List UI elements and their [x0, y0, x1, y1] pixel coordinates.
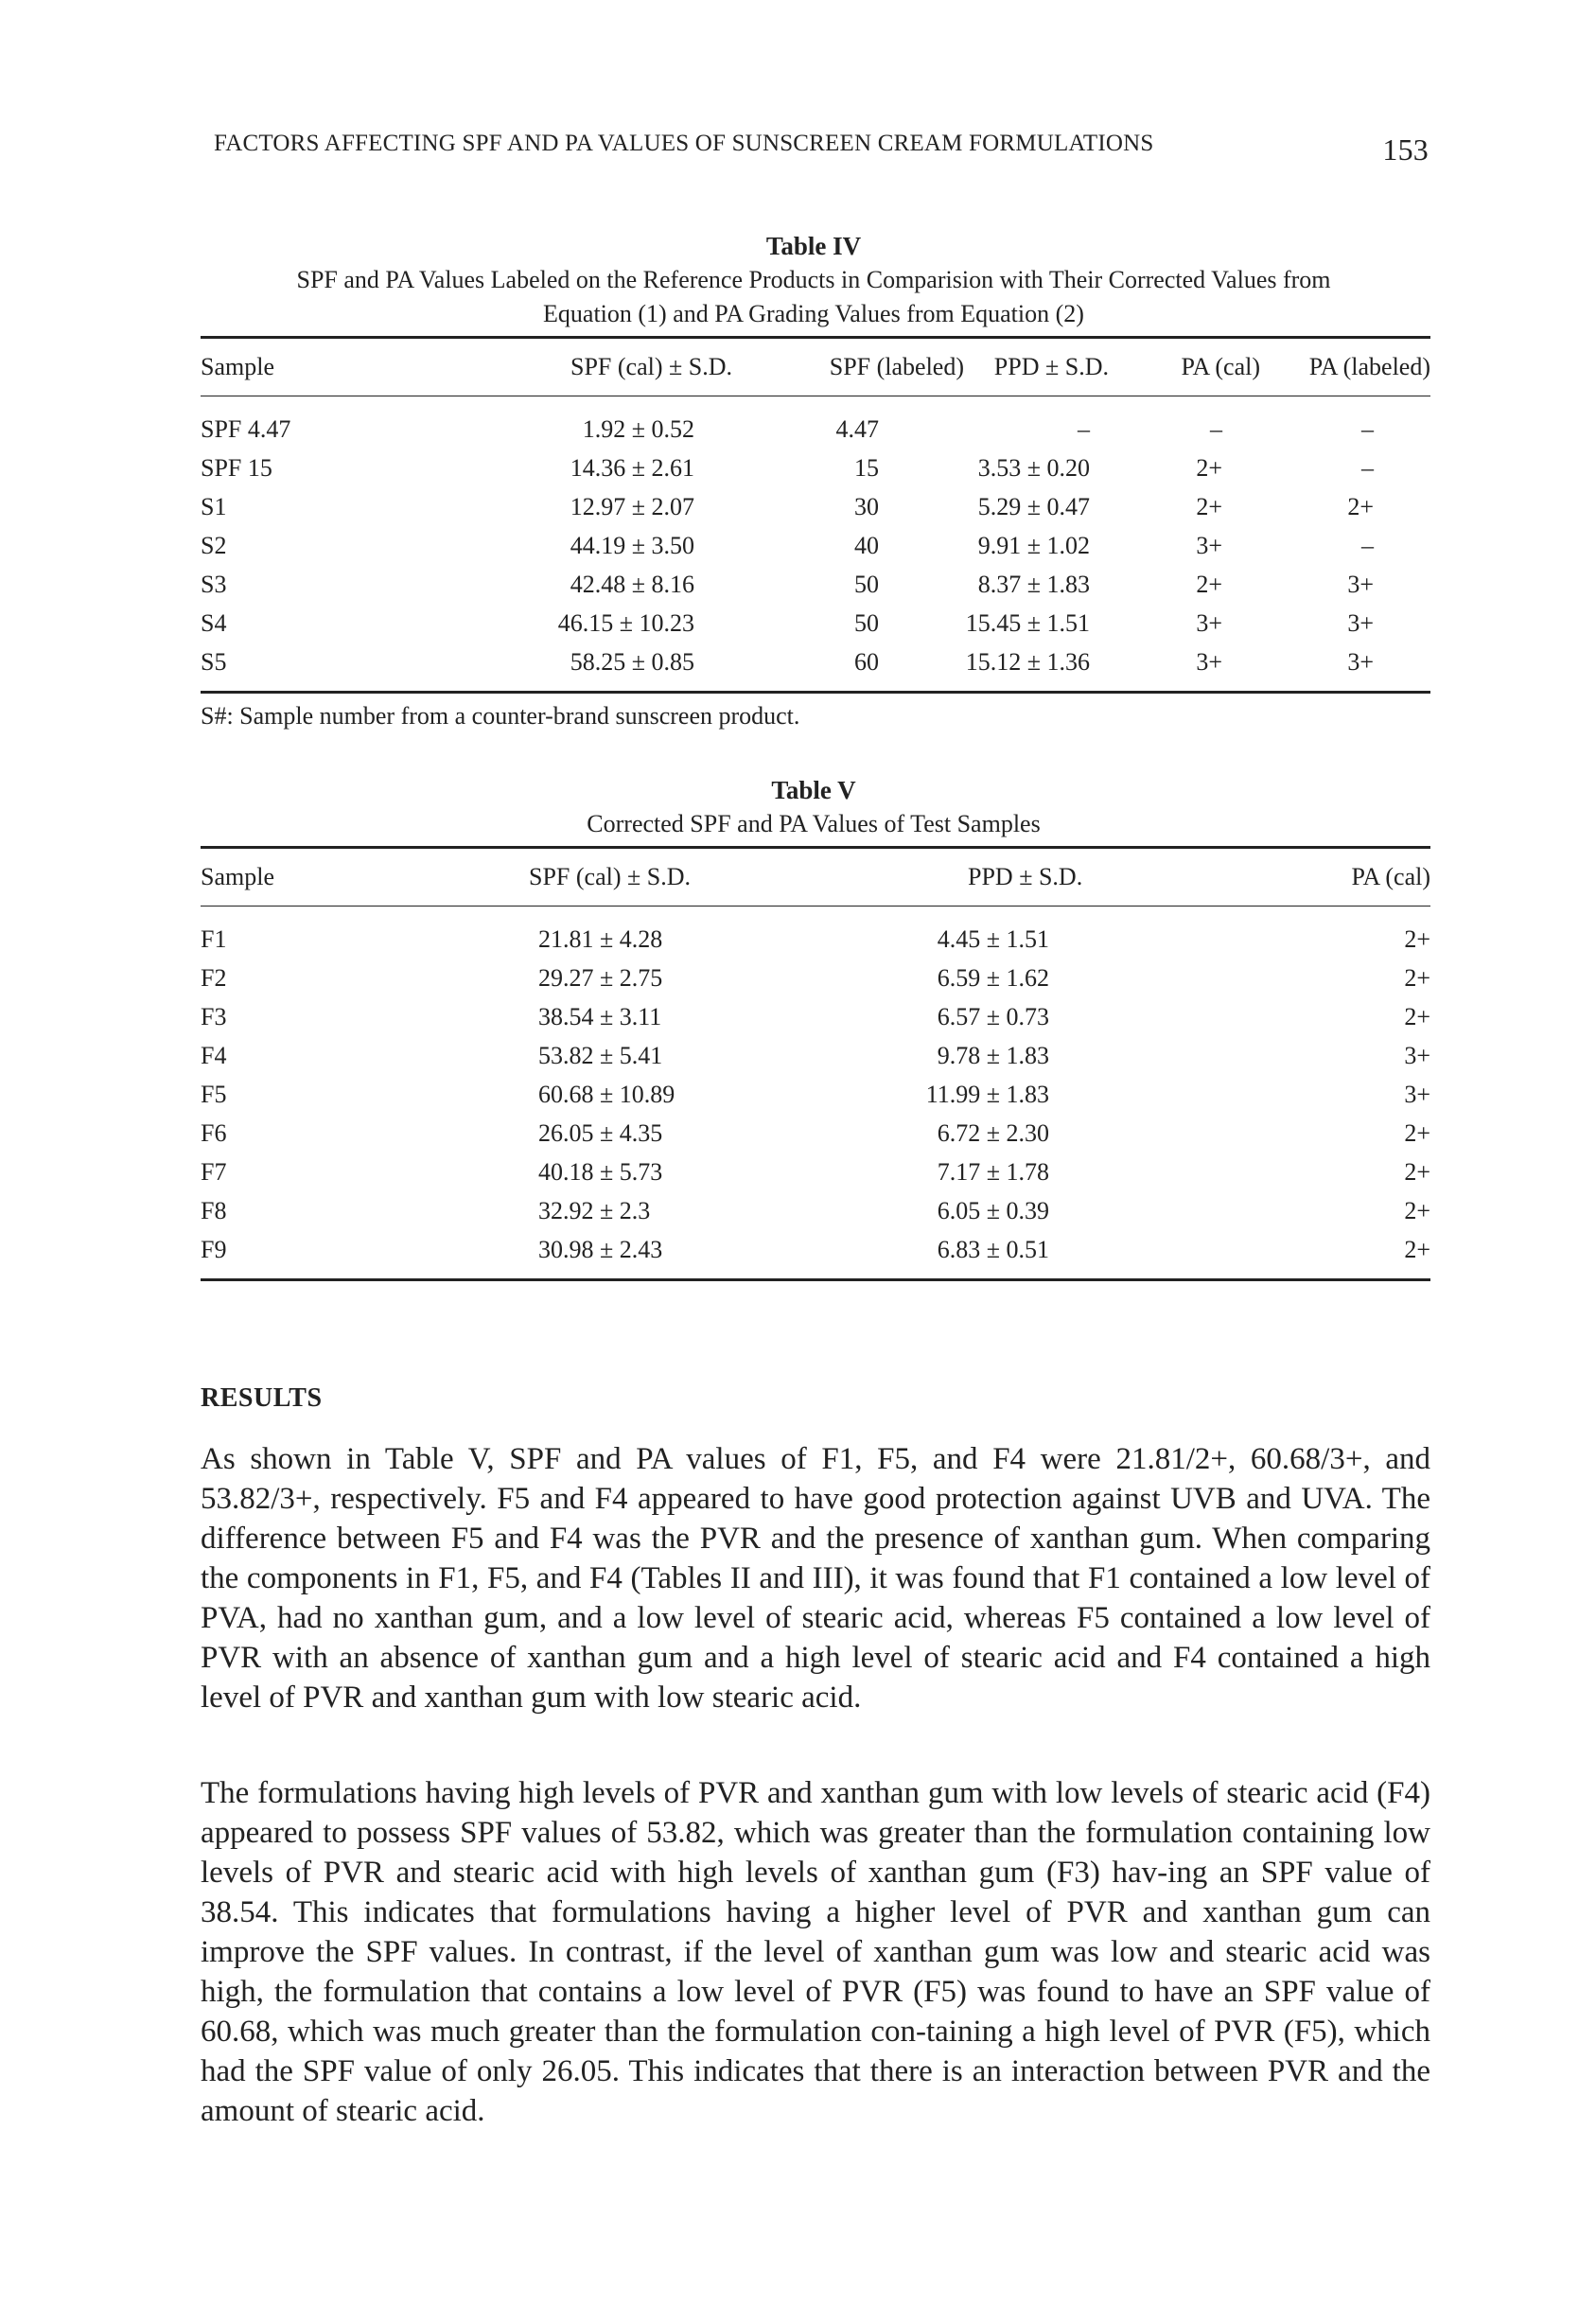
table-cell: 2+ [1196, 492, 1222, 520]
table4-caption-line1: SPF and PA Values Labeled on the Reference Products in Comparision with Their Corrected Values from [296, 266, 1331, 293]
table4-caption [199, 229, 1429, 331]
table-header-row [201, 848, 1430, 907]
table-cell: 1.92 ± 0.52 [582, 414, 694, 443]
table-cell: 6.83 ± 0.51 [937, 1235, 1049, 1263]
table-row [201, 997, 1430, 1036]
table-cell: 2+ [1196, 453, 1222, 482]
table-row [201, 1075, 1430, 1114]
table-cell: 29.27 ± 2.75 [538, 963, 663, 992]
table4-footnote: S#: Sample number from a counter-brand sunscreen product. [201, 702, 800, 730]
table-cell: 30.98 ± 2.43 [538, 1235, 663, 1263]
table5-label: Table V [771, 776, 856, 804]
table-cell: 30 [854, 492, 879, 520]
table-cell: S2 [201, 531, 227, 559]
table-cell: 44.19 ± 3.50 [570, 531, 694, 559]
column-header: SPF (cal) ± S.D. [529, 863, 692, 890]
table-cell: 12.97 ± 2.07 [570, 492, 694, 520]
table-row [201, 1153, 1430, 1191]
table-cell: F3 [201, 1002, 227, 1030]
table-cell: 2+ [1196, 570, 1222, 598]
table-cell: 4.47 [835, 414, 879, 443]
table-cell: 3+ [1347, 647, 1374, 676]
results-paragraph-1: As shown in Table V, SPF and PA values of F1, F5, and F4 were 21.81/2+, 60.68/3+, and 53.82/3+, respectively. F5 and F4 appeared to have good protection against UVB and UVA. The difference between F5 and F4 was the PVR and the presence of xanthan gum. When comparing the components in F1, F5, and F4 (Tables II and III), it was found that F1 contained a low level of PVA, had no xanthan gum, and a low level of stearic acid, whereas F5 contained a low level of PVR with an absence of xanthan gum and a high level of stearic acid and F4 contained a high level of PVR and xanthan gum with low stearic acid. [201, 1442, 1430, 1715]
table-cell: – [1361, 414, 1374, 443]
table-row [201, 907, 1430, 959]
table-cell: 50 [854, 570, 879, 598]
table-cell: F4 [201, 1041, 227, 1069]
table-cell: 3+ [1404, 1080, 1430, 1108]
column-header: PA (cal) [1351, 863, 1430, 890]
table-row [201, 1036, 1430, 1075]
table4-label: Table IV [765, 232, 862, 260]
table-cell: 2+ [1404, 1002, 1430, 1030]
table-row [201, 1114, 1430, 1153]
table-cell: S3 [201, 570, 227, 598]
table-cell: 60 [854, 647, 879, 676]
table5 [201, 846, 1430, 1281]
table-cell: 2+ [1404, 1157, 1430, 1186]
table-cell: 42.48 ± 8.16 [570, 570, 694, 598]
table-cell: 60.68 ± 10.89 [538, 1080, 675, 1108]
table-cell: 8.37 ± 1.83 [977, 570, 1090, 598]
table-cell: 53.82 ± 5.41 [538, 1041, 663, 1069]
column-header: PA (labeled) [1308, 353, 1430, 380]
table-cell: 2+ [1404, 1235, 1430, 1263]
column-header: PPD ± S.D. [993, 353, 1109, 380]
table-cell: 5.29 ± 0.47 [977, 492, 1090, 520]
table-cell: 21.81 ± 4.28 [538, 924, 663, 953]
running-title: FACTORS AFFECTING SPF AND PA VALUES OF SUNSCREEN CREAM FORMULATIONS [214, 131, 1154, 156]
table-cell: S5 [201, 647, 227, 676]
table-cell: 3+ [1404, 1041, 1430, 1069]
table-cell: – [1078, 414, 1090, 443]
table-cell: 40.18 ± 5.73 [538, 1157, 663, 1186]
table-row [201, 396, 1430, 449]
table-cell: 3+ [1196, 531, 1222, 559]
table-cell: 46.15 ± 10.23 [557, 608, 694, 637]
table-row [201, 959, 1430, 997]
table-cell: 3+ [1347, 608, 1374, 637]
table-cell: F7 [201, 1157, 227, 1186]
table-cell: 3+ [1347, 570, 1374, 598]
table-cell: SPF 15 [201, 453, 272, 482]
running-header [214, 131, 1429, 167]
table-cell: 6.57 ± 0.73 [937, 1002, 1049, 1030]
table-cell: 4.45 ± 1.51 [937, 924, 1049, 953]
column-header: Sample [201, 353, 274, 380]
table-row [201, 526, 1430, 565]
table-cell: 26.05 ± 4.35 [538, 1118, 663, 1147]
table-row [201, 1191, 1430, 1230]
table-cell: F1 [201, 924, 227, 953]
table-cell: 32.92 ± 2.3 [538, 1196, 651, 1224]
table-row [201, 643, 1430, 693]
table-cell: 9.78 ± 1.83 [937, 1041, 1049, 1069]
table-cell: 6.59 ± 1.62 [937, 963, 1049, 992]
table-header-row [201, 338, 1430, 396]
table-cell: 15.45 ± 1.51 [965, 608, 1090, 637]
column-header: Sample [201, 863, 274, 890]
table5-caption [199, 773, 1429, 841]
table-cell: F8 [201, 1196, 227, 1224]
table-row [201, 487, 1430, 526]
table-cell: 7.17 ± 1.78 [937, 1157, 1049, 1186]
table-cell: S4 [201, 608, 227, 637]
table-row [201, 1230, 1430, 1280]
table-cell: 40 [854, 531, 879, 559]
table-cell: 6.05 ± 0.39 [937, 1196, 1049, 1224]
column-header: SPF (cal) ± S.D. [570, 353, 732, 380]
table-cell: – [1361, 453, 1374, 482]
table-cell: 3+ [1196, 608, 1222, 637]
table-cell: 2+ [1404, 924, 1430, 953]
table-cell: SPF 4.47 [201, 414, 291, 443]
table-cell: – [1361, 531, 1374, 559]
table-cell: 9.91 ± 1.02 [977, 531, 1090, 559]
table-cell: 11.99 ± 1.83 [925, 1080, 1049, 1108]
results-paragraph-2: The formulations having high levels of PVR and xanthan gum with low levels of stearic acid (F4) appeared to possess SPF values of 53.82, which was greater than the formulation containing low levels of PVR and stearic acid with high levels of xanthan gum (F3) hav-ing an SPF value of 38.54. This indicates that formulations having a higher level of PVR and xanthan gum can improve the SPF values. In contrast, if the level of xanthan gum was low and stearic acid was high, the formulation that contains a low level of PVR (F5) was found to have an SPF value of 60.68, which was much greater than the formulation con-taining a high level of PVR (F5), which had the SPF value of only 26.05. This indicates that there is an interaction between PVR and the amount of stearic acid. [201, 1776, 1430, 2128]
table-row [201, 565, 1430, 604]
table-cell: 3.53 ± 0.20 [977, 453, 1090, 482]
table-row [201, 449, 1430, 487]
table-cell: 58.25 ± 0.85 [570, 647, 694, 676]
table-cell: 2+ [1404, 1196, 1430, 1224]
table-cell: S1 [201, 492, 227, 520]
column-header: PA (cal) [1181, 353, 1260, 380]
table4-caption-line2: Equation (1) and PA Grading Values from Equation (2) [543, 300, 1084, 327]
table-cell: F2 [201, 963, 227, 992]
column-header: PPD ± S.D. [968, 863, 1083, 890]
table-cell: 3+ [1196, 647, 1222, 676]
table-cell: F6 [201, 1118, 227, 1147]
table-cell: F5 [201, 1080, 227, 1108]
results-heading: RESULTS [201, 1383, 323, 1413]
table-row [201, 604, 1430, 643]
table-cell: – [1210, 414, 1222, 443]
table-cell: 15 [854, 453, 879, 482]
table-cell: 15.12 ± 1.36 [965, 647, 1090, 676]
table-cell: 38.54 ± 3.11 [538, 1002, 662, 1030]
table-cell: 14.36 ± 2.61 [570, 453, 694, 482]
column-header: SPF (labeled) [829, 353, 964, 380]
table4 [201, 336, 1430, 694]
table-cell: 2+ [1404, 963, 1430, 992]
table5-caption-text: Corrected SPF and PA Values of Test Samples [587, 810, 1041, 837]
table-cell: 6.72 ± 2.30 [937, 1118, 1049, 1147]
table-cell: 50 [854, 608, 879, 637]
page-number: 153 [1382, 132, 1429, 167]
table-cell: 2+ [1404, 1118, 1430, 1147]
table-cell: F9 [201, 1235, 227, 1263]
table-cell: 2+ [1347, 492, 1374, 520]
